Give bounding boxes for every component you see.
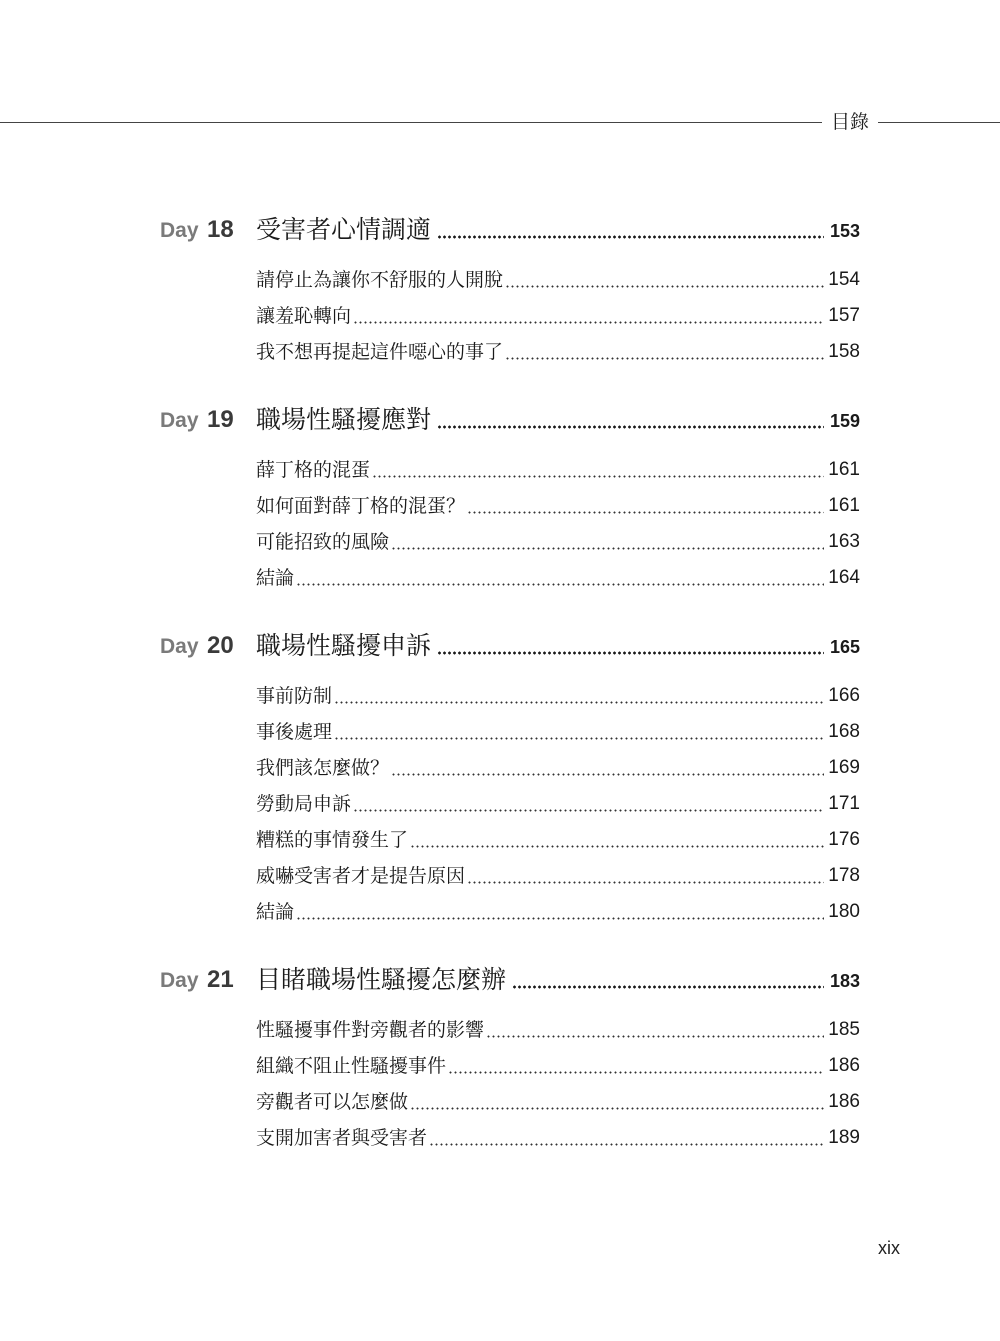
- entry-page-number: 166: [828, 685, 860, 706]
- entry-title: 糟糕的事情發生了: [256, 829, 409, 851]
- toc-entry[interactable]: [256, 301, 860, 331]
- entry-page-number: 176: [828, 829, 860, 850]
- dot-leader: [486, 1035, 824, 1038]
- entry-title: 事後處理: [256, 721, 333, 743]
- toc-entry[interactable]: [256, 455, 860, 485]
- day-label: Day: [160, 635, 199, 658]
- toc-entry[interactable]: [256, 789, 860, 819]
- chapter-page-number: 183: [829, 971, 860, 991]
- toc-entry[interactable]: [256, 897, 860, 927]
- dot-leader: [467, 511, 824, 514]
- day-number: 19: [207, 406, 234, 433]
- entry-page-number: 189: [828, 1127, 860, 1148]
- toc-entry[interactable]: [256, 1015, 860, 1045]
- dot-leader: [437, 235, 824, 239]
- entry-page-number: 161: [828, 495, 860, 516]
- entry-title: 結論: [256, 567, 295, 589]
- header-rule-left: [0, 122, 822, 123]
- dot-leader: [437, 425, 824, 429]
- footer-page-number: xix: [878, 1238, 900, 1258]
- toc-entry[interactable]: [256, 491, 860, 521]
- dot-leader: [296, 917, 824, 920]
- entry-page-number: 158: [828, 341, 860, 362]
- dot-leader: [437, 651, 824, 655]
- entry-title: 勞動局申訴: [256, 793, 352, 815]
- day-number: 21: [207, 966, 234, 993]
- entry-title: 性騷擾事件對旁觀者的影響: [256, 1019, 485, 1041]
- entry-page-number: 164: [828, 567, 860, 588]
- toc-entry[interactable]: [256, 527, 860, 557]
- chapter-title: 受害者心情調適: [256, 215, 432, 244]
- entry-page-number: 157: [828, 305, 860, 326]
- dot-leader: [353, 321, 824, 324]
- entry-title: 可能招致的風險: [256, 531, 390, 553]
- dot-leader: [334, 701, 824, 704]
- toc-entry[interactable]: [256, 717, 860, 747]
- dot-leader: [429, 1143, 824, 1146]
- toc-entry[interactable]: [256, 753, 860, 783]
- dot-leader: [391, 547, 824, 550]
- dot-leader: [505, 285, 824, 288]
- chapter-title: 目睹職場性騷擾怎麼辦: [256, 965, 507, 994]
- entry-title: 事前防制: [256, 685, 333, 707]
- chapter-title: 職場性騷擾應對: [256, 405, 432, 434]
- entry-title: 旁觀者可以怎麼做: [256, 1091, 409, 1113]
- dot-leader: [391, 773, 824, 776]
- entry-title: 支開加害者與受害者: [256, 1127, 428, 1149]
- day-label: Day: [160, 409, 199, 432]
- dot-leader: [372, 475, 824, 478]
- chapter-page-number: 165: [829, 637, 860, 657]
- entry-title: 如何面對薛丁格的混蛋？: [256, 495, 466, 517]
- toc-entry[interactable]: [256, 1123, 860, 1153]
- entry-page-number: 186: [828, 1055, 860, 1076]
- toc-entry[interactable]: [256, 1051, 860, 1081]
- toc-entry[interactable]: [256, 563, 860, 593]
- chapter-row-day-18[interactable]: [0, 212, 1000, 248]
- dot-leader: [505, 357, 824, 360]
- entry-page-number: 169: [828, 757, 860, 778]
- entry-title: 威嚇受害者才是提告原因: [256, 865, 466, 887]
- entry-page-number: 180: [828, 901, 860, 922]
- toc-entry[interactable]: [256, 861, 860, 891]
- entry-title: 請停止為讓你不舒服的人開脫: [256, 269, 504, 291]
- toc-entry[interactable]: [256, 337, 860, 367]
- day-number: 20: [207, 632, 234, 659]
- dot-leader: [467, 881, 824, 884]
- entry-page-number: 168: [828, 721, 860, 742]
- entry-page-number: 185: [828, 1019, 860, 1040]
- entry-page-number: 161: [828, 459, 860, 480]
- entry-title: 我們該怎麼做？: [256, 757, 390, 779]
- toc-entry[interactable]: [256, 825, 860, 855]
- day-label: Day: [160, 219, 199, 242]
- chapter-row-day-20[interactable]: [0, 628, 1000, 664]
- chapter-row-day-21[interactable]: [0, 962, 1000, 998]
- dot-leader: [512, 985, 824, 989]
- dot-leader: [410, 845, 824, 848]
- entry-title: 我不想再提起這件噁心的事了: [256, 341, 504, 363]
- toc-entry[interactable]: [256, 681, 860, 711]
- entry-page-number: 171: [828, 793, 860, 814]
- entry-title: 薛丁格的混蛋: [256, 459, 371, 481]
- running-header-title: 目錄: [830, 111, 869, 133]
- entry-page-number: 178: [828, 865, 860, 886]
- dot-leader: [296, 583, 824, 586]
- chapter-page-number: 153: [829, 221, 860, 241]
- entry-page-number: 163: [828, 531, 860, 552]
- entry-page-number: 186: [828, 1091, 860, 1112]
- toc-entry[interactable]: [256, 1087, 860, 1117]
- chapter-title: 職場性騷擾申訴: [256, 631, 432, 660]
- chapter-row-day-19[interactable]: [0, 402, 1000, 438]
- day-number: 18: [207, 216, 234, 243]
- toc-entry[interactable]: [256, 265, 860, 295]
- entry-page-number: 154: [828, 269, 860, 290]
- dot-leader: [448, 1071, 824, 1074]
- dot-leader: [334, 737, 824, 740]
- entry-title: 結論: [256, 901, 295, 923]
- dot-leader: [410, 1107, 824, 1110]
- dot-leader: [353, 809, 824, 812]
- chapter-page-number: 159: [829, 411, 860, 431]
- entry-title: 讓羞恥轉向: [256, 305, 352, 327]
- header-rule-right: [878, 122, 1000, 123]
- day-label: Day: [160, 969, 199, 992]
- entry-title: 組織不阻止性騷擾事件: [256, 1055, 447, 1077]
